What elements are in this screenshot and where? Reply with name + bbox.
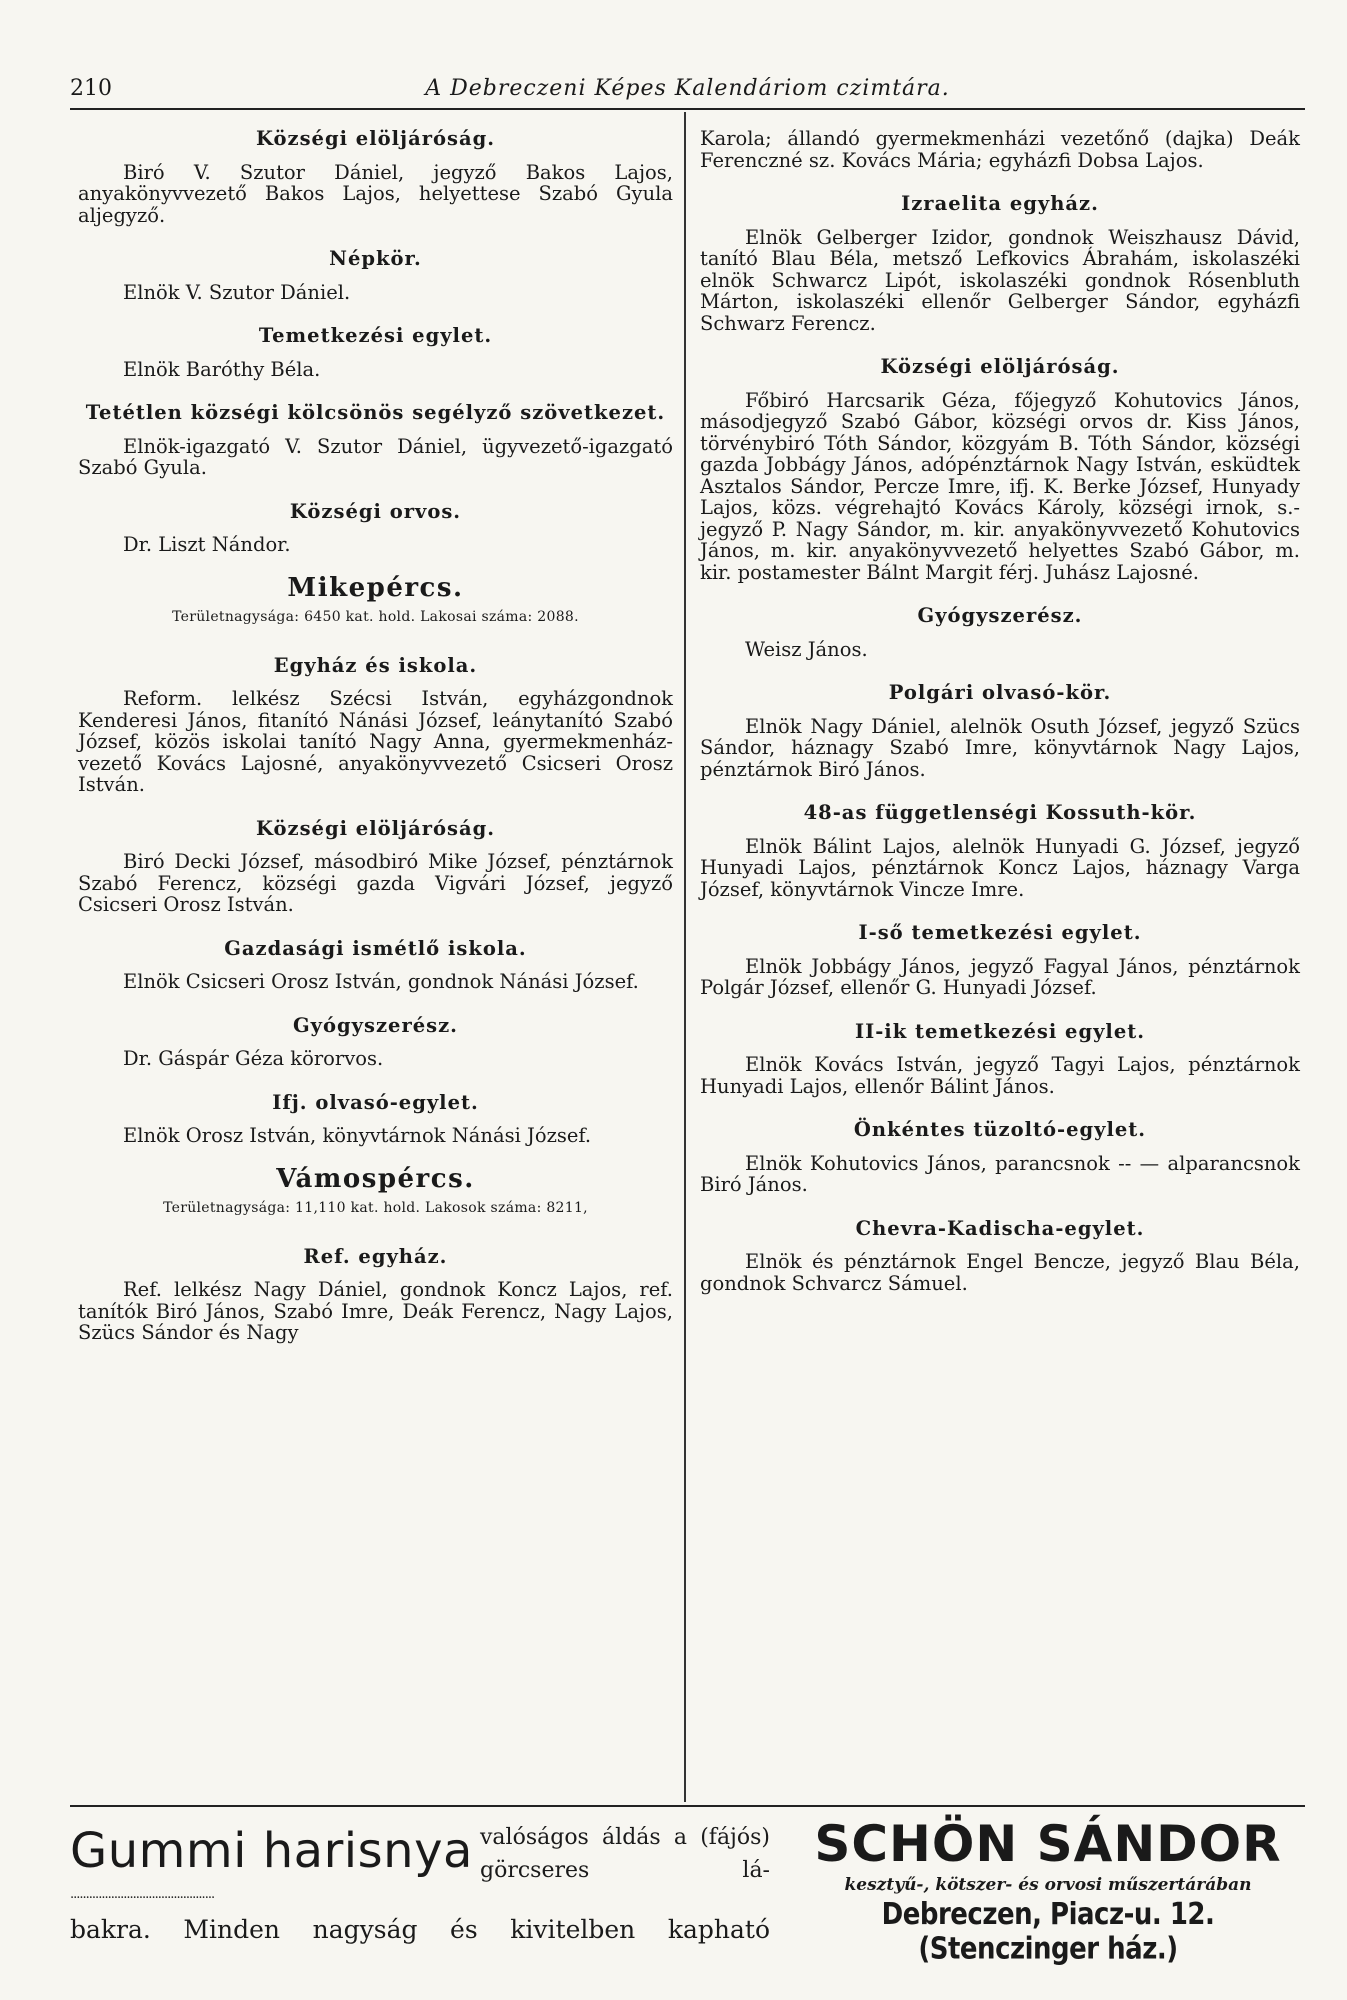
section-heading: I-ső temetkezési egylet. bbox=[858, 921, 1142, 944]
section-text: Weisz János. bbox=[745, 637, 868, 661]
section bbox=[78, 402, 673, 479]
section-text: Elnök Orosz István, könyvtárnok Nánási József. bbox=[123, 1124, 592, 1147]
section-text: Biró V. Szutor Dániel, jegyző Bakos Lajos, anyakönyvvezető Bakos Lajos, helyettese Szabó Gyula aljegyző. bbox=[78, 160, 673, 227]
section-text: Elnök Csicseri Orosz István, gondnok Nánási József. bbox=[123, 970, 639, 993]
town-heading: Mikepércs. bbox=[287, 572, 464, 603]
section-text: Dr. Liszt Nándor. bbox=[123, 533, 291, 556]
section bbox=[78, 248, 673, 303]
section-heading: Községi elöljáróság. bbox=[255, 816, 496, 840]
section bbox=[700, 922, 1300, 999]
section bbox=[78, 501, 673, 556]
section-heading: Ifj. olvasó-egylet. bbox=[272, 1090, 479, 1114]
section-heading: Egyház és iskola. bbox=[273, 653, 478, 677]
section-text: Reform. lelkész Szécsi István, egyházgondnok Kenderesi János, fitanító Nánási József, leánytanító Szabó József, közös iskolai tanító Nagy Anna, gyermekmenház-vezető Kovács Lajosné, anyakönyvvezető Csicseri Orosz István. bbox=[78, 687, 673, 796]
left-column bbox=[78, 128, 673, 1366]
section-text: Dr. Gáspár Géza körorvos. bbox=[123, 1047, 384, 1070]
section-heading: Chevra-Kadischa-egylet. bbox=[855, 1216, 1145, 1240]
section-heading: Ref. egyház. bbox=[303, 1244, 448, 1268]
section-heading: Izraelita egyház. bbox=[901, 192, 1099, 215]
section-text: Elnök Kovács István, jegyző Tagyi Lajos, pénztárnok Hunyadi Lajos, ellenőr Bálint János. bbox=[700, 1053, 1300, 1098]
section-text: Biró Decki József, másodbiró Mike József, pénztárnok Szabó Ferencz, községi gazda Vigvári József, jegyző Csicseri Orosz István. bbox=[78, 850, 673, 916]
page-header bbox=[70, 68, 1305, 110]
town-stats: Területnagysága: 11,110 kat. hold. Lakosok száma: 8211, bbox=[163, 1200, 588, 1216]
section bbox=[78, 325, 673, 380]
section bbox=[700, 1119, 1300, 1196]
ad-address: Debreczen, Piacz-u. 12. (Stenczinger ház.) bbox=[881, 1897, 1215, 1967]
ad-merchant-name: SCHÖN SÁNDOR bbox=[814, 1815, 1282, 1873]
column-divider bbox=[684, 112, 686, 1802]
section-text: Elnök Baróthy Béla. bbox=[123, 357, 321, 381]
town-stats: Területnagysága: 6450 kat. hold. Lakosai száma: 2088. bbox=[172, 609, 579, 625]
section bbox=[700, 193, 1300, 334]
running-title: A Debreczeni Képes Kalendáriom czimtára. bbox=[425, 76, 950, 101]
section-heading: Önkéntes tüzoltó-egylet. bbox=[853, 1118, 1147, 1141]
section-heading: Gyógyszerész. bbox=[293, 1013, 458, 1037]
section-heading: Községi elöljáróság. bbox=[880, 355, 1120, 378]
section-heading: Népkör. bbox=[329, 247, 422, 270]
advertisement bbox=[70, 1805, 1305, 1967]
section bbox=[78, 1246, 673, 1344]
ad-trade: kesztyű-, kötszer- és orvosi műszertárában bbox=[844, 1875, 1252, 1895]
section bbox=[700, 1021, 1300, 1098]
section-heading: II-ik temetkezési egylet. bbox=[854, 1019, 1146, 1043]
section bbox=[700, 356, 1300, 583]
section bbox=[700, 802, 1300, 900]
right-column bbox=[700, 128, 1300, 1316]
ad-headline: Gummi harisnya bbox=[70, 1823, 473, 1879]
section bbox=[700, 682, 1300, 780]
section-heading: Községi elöljáróság. bbox=[255, 127, 496, 150]
section bbox=[78, 818, 673, 916]
section bbox=[700, 128, 1300, 171]
section bbox=[78, 938, 673, 993]
section-text: Elnök-igazgató V. Szutor Dániel, ügyvezető-igazgató Szabó Gyula. bbox=[78, 434, 673, 479]
section-text: Főbiró Harcsarik Géza, főjegyző Kohutovics János, másodjegyző Szabó Gábor, községi orvos dr. Kiss János, törvénybiró Tóth Sándor, közgyám B. Tóth Sándor, községi gazda Jobbágy János, adópénztárnok Nagy István, esküdtek Asztalos Sándor, Percze Imre, ifj. K. Berke József, Hunyady Lajos, közs. végrehajtó Kovács Károly, községi irnok, s.-jegyző P. Nagy Sándor, m. kir. anyakönyvvezető Kohutovics János, m. kir. anyakönyvvezető helyettes Szabó Gábor, m. kir. postamester Bálnt Margit férj. Juhász Lajosné. bbox=[700, 388, 1300, 584]
section-heading: Polgári olvasó-kör. bbox=[888, 681, 1112, 704]
section-heading: Temetkezési egylet. bbox=[258, 324, 493, 347]
ad-right-block bbox=[788, 1807, 1308, 1967]
section bbox=[78, 655, 673, 796]
section-text: Elnök V. Szutor Dániel. bbox=[123, 280, 351, 304]
section-text: Elnök Kohutovics János, parancsnok -- — alparancsnok Biró János. bbox=[700, 1151, 1300, 1196]
section-heading: Tetétlen községi kölcsönös segélyző szövetkezet. bbox=[85, 401, 666, 424]
ad-dot-leader: .............................................. bbox=[70, 1887, 215, 1902]
section-heading: 48-as függetlenségi Kossuth-kör. bbox=[803, 801, 1197, 824]
section bbox=[700, 605, 1300, 660]
section-text: Elnök Nagy Dániel, alelnök Osuth József, jegyző Szücs Sándor, háznagy Szabó Imre, könyvtárnok Nagy Lajos, pénztárnok Biró János. bbox=[700, 714, 1300, 781]
section-text: Elnök és pénztárnok Engel Bencze, jegyző Blau Béla, gondnok Schvarcz Sámuel. bbox=[700, 1250, 1300, 1295]
ad-bottom-text: bakra. Minden nagyság és kivitelben kapható bbox=[70, 1915, 770, 1944]
section bbox=[78, 128, 673, 226]
section-text: Ref. lelkész Nagy Dániel, gondnok Koncz Lajos, ref. tanítók Biró János, Szabó Imre, Deák Ferencz, Nagy Lajos, Szücs Sándor és Nagy bbox=[78, 1278, 673, 1344]
town-heading: Vámospércs. bbox=[276, 1163, 475, 1194]
ad-left-block bbox=[70, 1815, 770, 1945]
section-heading: Gazdasági ismétlő iskola. bbox=[224, 936, 527, 960]
section-text: Elnök Gelberger Izidor, gondnok Weiszhausz Dávid, tanító Blau Béla, metsző Lefkovics Ábrahám, iskolaszéki elnök Schwarcz Lipót, iskolaszéki gondnok Rósenbluth Márton, iskolaszéki ellenőr Gelberger Sándor, egyházfi Schwarz Ferencz. bbox=[700, 225, 1300, 335]
section-heading: Községi orvos. bbox=[289, 499, 462, 523]
section-text: Elnök Jobbágy János, jegyző Fagyal János, pénztárnok Polgár József, ellenőr G. Hunyadi József. bbox=[700, 954, 1300, 999]
section-text: Karola; állandó gyermekmenházi vezetőnő (dajka) Deák Ferenczné sz. Kovács Mária; egyházfi Dobsa Lajos. bbox=[700, 127, 1300, 172]
section bbox=[78, 1092, 673, 1147]
section bbox=[700, 1218, 1300, 1295]
section bbox=[78, 1015, 673, 1070]
section-heading: Gyógyszerész. bbox=[917, 604, 1083, 627]
page-number: 210 bbox=[70, 76, 112, 101]
ad-side-text: valóságos áldás a (fájós) görcseres lá- bbox=[480, 1825, 770, 1883]
section-text: Elnök Bálint Lajos, alelnök Hunyadi G. József, jegyző Hunyadi Lajos, pénztárnok Koncz Lajos, háznagy Varga József, könyvtárnok Vincze Imre. bbox=[700, 834, 1300, 901]
